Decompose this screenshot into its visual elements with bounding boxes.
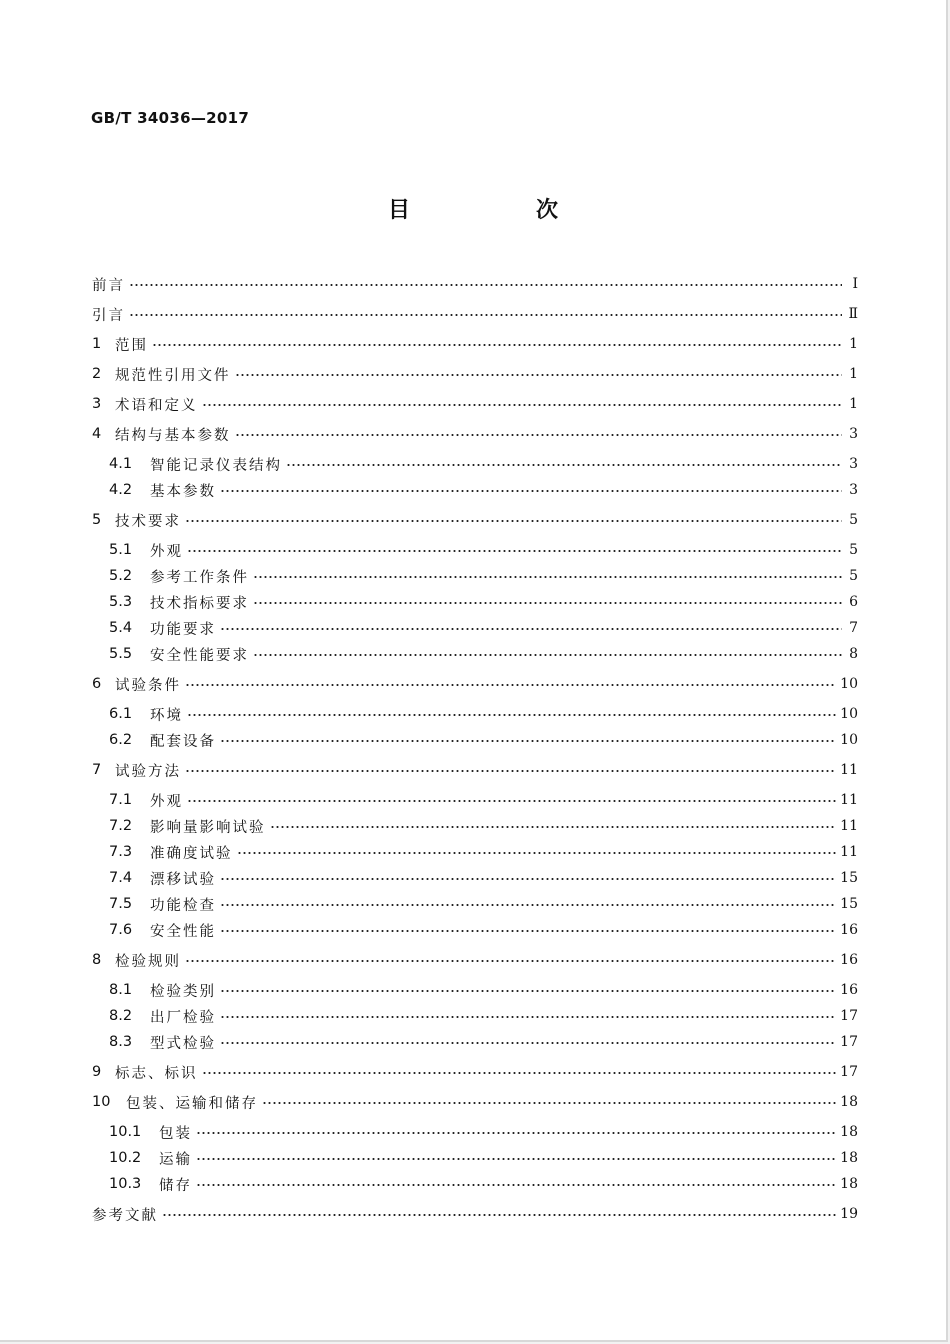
toc-entry-title: 试验条件 bbox=[115, 677, 181, 694]
toc-entry-page: 1 bbox=[849, 396, 858, 412]
toc-entry-title: 储存 bbox=[159, 1177, 192, 1194]
toc-entry-page: Ⅱ bbox=[848, 306, 858, 322]
toc-entry-number: 7 bbox=[92, 762, 102, 778]
toc-entry-title: 结构与基本参数 bbox=[115, 427, 231, 444]
toc-entry-page: 11 bbox=[840, 818, 858, 834]
dot-leader bbox=[220, 1011, 836, 1023]
dot-leader bbox=[220, 873, 836, 885]
toc-entry[interactable] bbox=[92, 814, 858, 838]
toc-entry-title: 技术指标要求 bbox=[150, 595, 249, 612]
document-code: GB/T 34036—2017 bbox=[91, 109, 250, 127]
toc-entry-number: 10.2 bbox=[109, 1150, 142, 1166]
dot-leader bbox=[187, 545, 842, 557]
dot-leader bbox=[220, 623, 842, 635]
toc-entry-number: 9 bbox=[92, 1064, 102, 1080]
toc-entry-number: 5.1 bbox=[109, 542, 133, 558]
toc-entry[interactable] bbox=[92, 840, 858, 864]
toc-entry-page: 3 bbox=[849, 482, 858, 498]
toc-entry-page: 7 bbox=[849, 620, 858, 636]
toc-entry-number: 10.1 bbox=[109, 1124, 142, 1140]
dot-leader bbox=[196, 1127, 836, 1139]
toc-entry-number: 1 bbox=[92, 336, 102, 352]
toc-entry-page: 6 bbox=[849, 594, 858, 610]
toc-entry-number: 5.2 bbox=[109, 568, 133, 584]
toc-entry-title: 试验方法 bbox=[115, 763, 181, 780]
toc-entry-page: 15 bbox=[840, 896, 858, 912]
dot-leader bbox=[235, 429, 843, 441]
dot-leader bbox=[196, 1153, 836, 1165]
dot-leader bbox=[253, 649, 842, 661]
toc-entry-title: 范围 bbox=[115, 337, 148, 354]
toc-entry[interactable] bbox=[92, 1060, 858, 1084]
toc-entry[interactable] bbox=[92, 616, 858, 640]
toc-entry[interactable] bbox=[92, 392, 858, 416]
toc-entry-title: 型式检验 bbox=[150, 1035, 216, 1052]
toc-entry-title: 技术要求 bbox=[115, 513, 181, 530]
toc-entry-number: 5 bbox=[92, 512, 102, 528]
toc-entry-title: 规范性引用文件 bbox=[115, 367, 231, 384]
toc-entry-title: 检验规则 bbox=[115, 953, 181, 970]
toc-entry-number: 10 bbox=[92, 1094, 111, 1110]
dot-leader bbox=[270, 821, 837, 833]
dot-leader bbox=[152, 339, 842, 351]
toc-entry-title: 前言 bbox=[92, 277, 125, 294]
toc-entry[interactable] bbox=[92, 362, 858, 386]
toc-entry[interactable] bbox=[92, 788, 858, 812]
dot-leader bbox=[202, 1067, 837, 1079]
dot-leader bbox=[237, 847, 837, 859]
toc-entry-title: 功能检查 bbox=[150, 897, 216, 914]
dot-leader bbox=[220, 1037, 836, 1049]
toc-entry[interactable] bbox=[92, 978, 858, 1002]
toc-entry-page: 17 bbox=[840, 1034, 858, 1050]
toc-entry-title: 准确度试验 bbox=[150, 845, 233, 862]
toc-entry-title: 智能记录仪表结构 bbox=[150, 457, 282, 474]
dot-leader bbox=[185, 679, 836, 691]
toc-entry-page: 18 bbox=[840, 1176, 858, 1192]
dot-leader bbox=[162, 1209, 836, 1221]
toc-entry-page: 19 bbox=[840, 1206, 858, 1222]
dot-leader bbox=[185, 515, 842, 527]
toc-entry-title: 包装、运输和储存 bbox=[126, 1095, 258, 1112]
toc-entry-title: 配套设备 bbox=[150, 733, 216, 750]
toc-entry-page: 16 bbox=[840, 922, 858, 938]
dot-leader bbox=[286, 459, 842, 471]
toc-entry-number: 10.3 bbox=[109, 1176, 142, 1192]
toc-entry-number: 7.6 bbox=[109, 922, 133, 938]
toc-entry[interactable] bbox=[92, 918, 858, 942]
toc-entry[interactable] bbox=[92, 642, 858, 666]
toc-entry[interactable] bbox=[92, 508, 858, 532]
toc-entry-title: 术语和定义 bbox=[115, 397, 198, 414]
toc-entry[interactable] bbox=[92, 1090, 858, 1114]
toc-entry-page: 16 bbox=[840, 982, 858, 998]
dot-leader bbox=[220, 485, 842, 497]
toc-entry-title: 基本参数 bbox=[150, 483, 216, 500]
toc-entry[interactable] bbox=[92, 1004, 858, 1028]
toc-entry-page: 18 bbox=[840, 1150, 858, 1166]
toc-entry-page: 11 bbox=[840, 792, 858, 808]
toc-entry-title: 功能要求 bbox=[150, 621, 216, 638]
toc-entry-page: 17 bbox=[840, 1008, 858, 1024]
toc-entry[interactable] bbox=[92, 422, 858, 446]
toc-entry-page: 5 bbox=[849, 568, 858, 584]
dot-leader bbox=[129, 309, 842, 321]
toc-entry-page: 10 bbox=[840, 676, 858, 692]
toc-entry-number: 5.4 bbox=[109, 620, 133, 636]
toc-entry-page: 10 bbox=[840, 706, 858, 722]
toc-entry-number: 5.5 bbox=[109, 646, 133, 662]
toc-entry[interactable] bbox=[92, 892, 858, 916]
toc-entry[interactable] bbox=[92, 1146, 858, 1170]
dot-leader bbox=[196, 1179, 836, 1191]
dot-leader bbox=[253, 571, 842, 583]
toc-entry-number: 5.3 bbox=[109, 594, 133, 610]
toc-entry-title: 标志、标识 bbox=[115, 1065, 198, 1082]
dot-leader bbox=[187, 709, 836, 721]
toc-entry[interactable] bbox=[92, 478, 858, 502]
toc-entry-page: 15 bbox=[840, 870, 858, 886]
toc-entry-number: 4.1 bbox=[109, 456, 133, 472]
dot-leader bbox=[185, 765, 836, 777]
toc-entry[interactable] bbox=[92, 866, 858, 890]
toc-entry[interactable] bbox=[92, 672, 858, 696]
toc-entry-number: 6.1 bbox=[109, 706, 133, 722]
toc-title: 目 次 bbox=[387, 198, 610, 223]
dot-leader bbox=[202, 399, 843, 411]
toc-entry-page: 3 bbox=[849, 456, 858, 472]
toc-entry-page: Ⅰ bbox=[852, 276, 858, 292]
toc-entry[interactable] bbox=[92, 948, 858, 972]
dot-leader bbox=[220, 735, 836, 747]
toc-entry-page: 3 bbox=[849, 426, 858, 442]
toc-entry-title: 参考工作条件 bbox=[150, 569, 249, 586]
toc-entry-page: 10 bbox=[840, 732, 858, 748]
toc-entry-title: 出厂检验 bbox=[150, 1009, 216, 1026]
toc-entry-page: 18 bbox=[840, 1124, 858, 1140]
toc-entry-title: 运输 bbox=[159, 1151, 192, 1168]
toc-entry-title: 包装 bbox=[159, 1125, 192, 1142]
toc-entry-title: 安全性能要求 bbox=[150, 647, 249, 664]
toc-entry-title: 外观 bbox=[150, 793, 183, 810]
toc-entry[interactable] bbox=[92, 1172, 858, 1196]
dot-leader bbox=[220, 899, 836, 911]
toc-entry-title: 检验类别 bbox=[150, 983, 216, 1000]
toc-entry-title: 参考文献 bbox=[92, 1207, 158, 1224]
toc-entry-number: 6 bbox=[92, 676, 102, 692]
toc-entry-title: 安全性能 bbox=[150, 923, 216, 940]
dot-leader bbox=[129, 279, 842, 291]
toc-entry[interactable] bbox=[92, 564, 858, 588]
toc-entry-page: 11 bbox=[840, 762, 858, 778]
toc-entry-page: 8 bbox=[849, 646, 858, 662]
toc-entry[interactable] bbox=[92, 1030, 858, 1054]
toc-entry-number: 8.2 bbox=[109, 1008, 133, 1024]
toc-entry-number: 4.2 bbox=[109, 482, 133, 498]
toc-entry-number: 7.4 bbox=[109, 870, 133, 886]
toc-entry-title: 影响量影响试验 bbox=[150, 819, 266, 836]
dot-leader bbox=[253, 597, 842, 609]
dot-leader bbox=[262, 1097, 836, 1109]
toc-entry[interactable] bbox=[92, 1120, 858, 1144]
dot-leader bbox=[235, 369, 843, 381]
toc-entry-page: 18 bbox=[840, 1094, 858, 1110]
toc-entry-page: 5 bbox=[849, 512, 858, 528]
toc-entry[interactable] bbox=[92, 332, 858, 356]
toc-entry-page: 17 bbox=[840, 1064, 858, 1080]
toc-entry-page: 1 bbox=[849, 366, 858, 382]
toc-entry[interactable] bbox=[92, 590, 858, 614]
toc-entry-number: 8 bbox=[92, 952, 102, 968]
dot-leader bbox=[220, 985, 836, 997]
toc-entry[interactable] bbox=[92, 538, 858, 562]
toc-entry[interactable] bbox=[92, 728, 858, 752]
toc-entry[interactable] bbox=[92, 702, 858, 726]
toc-entry-title: 外观 bbox=[150, 543, 183, 560]
toc-entry-number: 7.3 bbox=[109, 844, 133, 860]
toc-entry[interactable] bbox=[92, 452, 858, 476]
toc-entry-page: 1 bbox=[849, 336, 858, 352]
toc-entry[interactable] bbox=[92, 1202, 858, 1226]
toc-entry[interactable] bbox=[92, 272, 858, 296]
toc-entry-title: 漂移试验 bbox=[150, 871, 216, 888]
toc-entry-title: 引言 bbox=[92, 307, 125, 324]
toc-entry-number: 8.1 bbox=[109, 982, 133, 998]
toc-entry-number: 7.2 bbox=[109, 818, 133, 834]
toc-entry[interactable] bbox=[92, 302, 858, 326]
toc-entry-number: 2 bbox=[92, 366, 102, 382]
toc-entry-number: 3 bbox=[92, 396, 102, 412]
toc-entry-number: 7.5 bbox=[109, 896, 133, 912]
toc-entry-number: 7.1 bbox=[109, 792, 133, 808]
toc-entry-number: 8.3 bbox=[109, 1034, 133, 1050]
toc-entry-number: 6.2 bbox=[109, 732, 133, 748]
toc-entry-page: 16 bbox=[840, 952, 858, 968]
toc-entry[interactable] bbox=[92, 758, 858, 782]
dot-leader bbox=[187, 795, 836, 807]
toc-entry-title: 环境 bbox=[150, 707, 183, 724]
dot-leader bbox=[220, 925, 836, 937]
toc-entry-page: 11 bbox=[840, 844, 858, 860]
toc-entry-page: 5 bbox=[849, 542, 858, 558]
dot-leader bbox=[185, 955, 836, 967]
toc-entry-number: 4 bbox=[92, 426, 102, 442]
